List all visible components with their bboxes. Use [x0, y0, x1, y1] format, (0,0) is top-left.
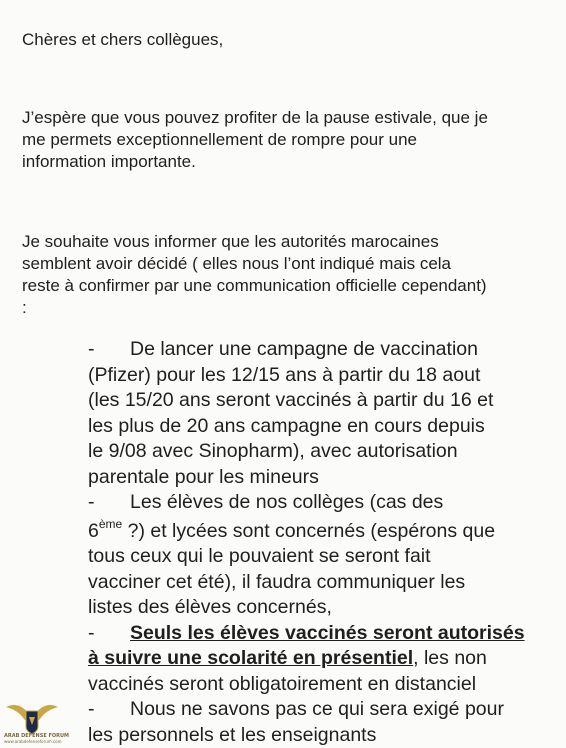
text-line: De lancer une campagne de vaccination [130, 338, 478, 360]
text-line: (les 15/20 ans seront vaccinés à partir du 16 et [88, 388, 558, 414]
list-item [88, 621, 558, 647]
list-item [88, 490, 558, 516]
text-line: tous ceux qui le pouvaient se seront fait [88, 544, 558, 570]
text-line: les personnels et les enseignants [88, 723, 558, 748]
text-line: les plus de 20 ans campagne en cours depuis [88, 414, 558, 440]
text-line: : [22, 297, 554, 319]
bullet-dash: - [88, 337, 130, 363]
text-line: Nous ne savons pas ce qui sera exigé pour [130, 698, 504, 720]
superscript: ème [99, 517, 122, 531]
bullet-list [88, 337, 558, 748]
text-fragment: , les non [413, 647, 487, 669]
text-line: Je souhaite vous informer que les autorités marocaines [22, 231, 554, 253]
text-line [88, 646, 558, 672]
bullet-dash: - [88, 490, 130, 516]
text-fragment: ?) et lycées sont concernés (espérons que [122, 520, 495, 542]
watermark-title: ARAB DEFENSE FORUM [4, 733, 60, 739]
list-item [88, 697, 558, 723]
bullet-dash: - [88, 697, 130, 723]
text-line: Les élèves de nos collèges (cas des [130, 491, 443, 513]
text-line: listes des élèves concernés, [88, 595, 558, 621]
text-line: vaccinés seront obligatoirement en distanciel [88, 672, 558, 698]
emphasis-text: à suivre une scolarité en présentiel [88, 647, 413, 669]
text-line: le 9/08 avec Sinopharm), avec autorisation [88, 439, 558, 465]
emphasis-text: Seuls les élèves vaccinés seront autorisés [130, 622, 525, 644]
text-line: me permets exceptionnellement de rompre pour une [22, 129, 554, 151]
text-fragment: 6 [88, 520, 99, 542]
text-line: parentale pour les mineurs [88, 465, 558, 491]
text-line: reste à confirmer par une communication officielle cependant) [22, 275, 554, 297]
greeting: Chères et chers collègues, [22, 29, 223, 51]
bullet-dash: - [88, 621, 130, 647]
watermark-url: www.arabdefenseforum.com [4, 739, 60, 745]
text-line: (Pfizer) pour les 12/15 ans à partir du 18 aout [88, 363, 558, 389]
text-line: semblent avoir décidé ( elles nous l’ont indiqué mais cela [22, 253, 554, 275]
text-line [88, 519, 558, 545]
paragraph-information [22, 231, 554, 319]
text-line: J’espère que vous pouvez profiter de la pause estivale, que je [22, 107, 554, 129]
list-item [88, 337, 558, 363]
paragraph-intro [22, 107, 554, 173]
text-line: vacciner cet été), il faudra communiquer les [88, 570, 558, 596]
text-line: information importante. [22, 151, 554, 173]
